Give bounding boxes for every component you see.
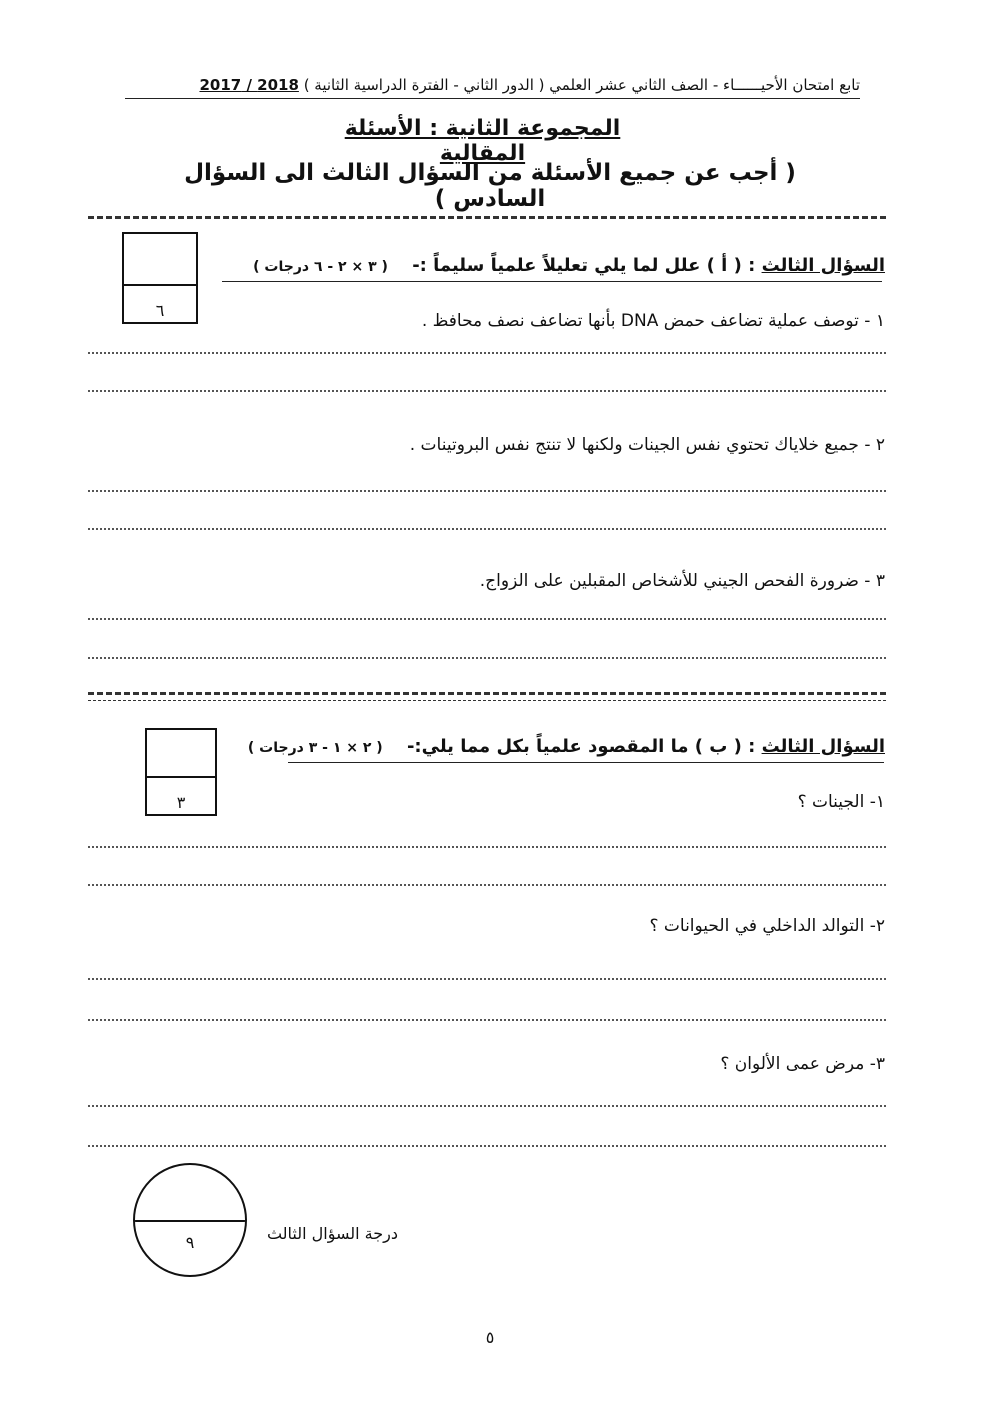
q3a-item-3: ٣ - ضرورة الفحص الجيني للأشخاص المقبلين على الزواج.	[479, 571, 885, 591]
q3a-score: ٦	[155, 301, 165, 320]
q3a-heading	[210, 255, 885, 276]
answer-line[interactable]	[88, 1145, 886, 1147]
q3a-score-box	[122, 232, 198, 324]
exam-header	[125, 76, 860, 94]
q3b-score: ٣	[176, 793, 186, 812]
q3b-marks: ( ٢ × ١ - ٣ درجات )	[247, 740, 383, 756]
answer-line[interactable]	[88, 884, 886, 886]
answer-line[interactable]	[88, 1105, 886, 1107]
q3a-item-2: ٢ - جميع خلاياك تحتوي نفس الجينات ولكنها لا تنتج نفس البروتينات .	[409, 435, 885, 455]
exam-header-title: تابع امتحان الأحيــــــاء - الصف الثاني عشر العلمي ( الدور الثاني - الفترة الدراسية الثانية )	[303, 76, 860, 94]
q3b-heading	[247, 736, 885, 757]
section-separator	[88, 692, 886, 695]
exam-year: 2018 / 2017	[199, 76, 299, 94]
total-score-label: درجة السؤال الثالث	[266, 1224, 398, 1243]
q3a-heading-text: : ( أ ) علل لما يلي تعليلاً علمياً سليماً :-	[412, 255, 756, 276]
answer-line[interactable]	[88, 490, 886, 492]
q3b-label: السؤال الثالث	[761, 736, 885, 757]
answer-line[interactable]	[88, 846, 886, 848]
q3a-heading-underline	[222, 281, 882, 282]
section-separator	[88, 216, 886, 219]
q3b-score-box	[145, 728, 217, 816]
answer-line[interactable]	[88, 657, 886, 659]
answer-line[interactable]	[88, 352, 886, 354]
total-score: ٩	[185, 1233, 195, 1253]
q3b-heading-text: : ( ب ) ما المقصود علمياً بكل مما يلي:-	[406, 736, 756, 757]
answer-line[interactable]	[88, 1019, 886, 1021]
answer-line[interactable]	[88, 528, 886, 530]
instruction: ( أجب عن جميع الأسئلة من السؤال الثالث الى السؤال السادس )	[184, 160, 796, 212]
q3b-item-2: ٢- التوالد الداخلي في الحيوانات ؟	[649, 916, 885, 936]
answer-line[interactable]	[88, 978, 886, 980]
group-title: المجموعة الثانية : الأسئلة المقالية	[344, 116, 621, 166]
page-number: ٥	[485, 1328, 495, 1347]
q3a-label: السؤال الثالث	[761, 255, 885, 276]
total-score-circle	[133, 1163, 247, 1277]
q3a-item-1: ١ - توصف عملية تضاعف حمض DNA بأنها تضاعف نصف محافظ .	[421, 311, 885, 331]
q3b-item-3: ٣- مرض عمى الألوان ؟	[720, 1054, 885, 1074]
header-underline	[125, 98, 860, 99]
q3b-item-1: ١- الجينات ؟	[797, 792, 885, 812]
answer-line[interactable]	[88, 390, 886, 392]
q3a-marks: ( ٣ × ٢ - ٦ درجات )	[253, 259, 388, 275]
section-separator-thin	[88, 700, 886, 701]
q3b-heading-underline	[288, 762, 884, 763]
answer-line[interactable]	[88, 618, 886, 620]
